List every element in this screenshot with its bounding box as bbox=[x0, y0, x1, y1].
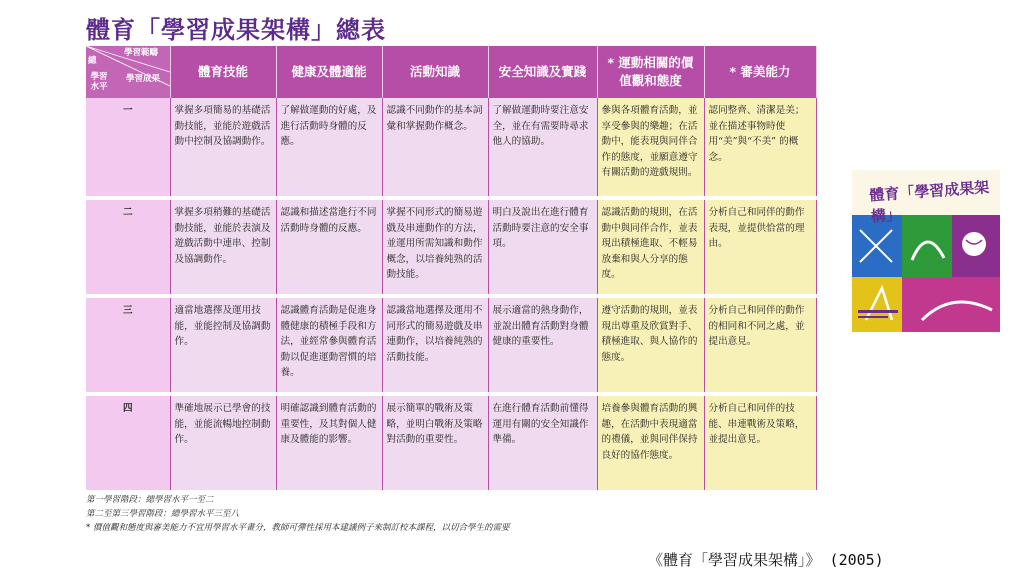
corner-level-label: 學習水平 bbox=[90, 72, 108, 92]
table-cell: 認識當地選擇及運用不同形式的簡易遊戲及串連動作，以培養純熟的活動技能。 bbox=[382, 298, 488, 392]
table-cell: 分析自己和同伴的技能、串連戰術及策略，並提出意見。 bbox=[704, 396, 816, 490]
header-row bbox=[86, 46, 816, 98]
level-cell: 二 bbox=[86, 200, 170, 294]
corner-total-label: 總 bbox=[88, 56, 97, 66]
table-cell: 在進行體育活動前懂得運用有關的安全知識作準備。 bbox=[488, 396, 597, 490]
table-cell: 認識和描述當進行不同活動時身體的反應。 bbox=[276, 200, 382, 294]
table-cell: 準確地展示已學會的技能，並能流暢地控制動作。 bbox=[170, 396, 276, 490]
corner-outcome-label: 學習成果 bbox=[126, 74, 161, 84]
outcome-table bbox=[86, 46, 817, 490]
table-cell: 掌握不同形式的簡易遊戲及串連動作的方法，並運用所需知識和動作概念，以培養純熟的活動技能。 bbox=[382, 200, 488, 294]
table-cell: 分析自己和同伴的動作表現，並提供恰當的理由。 bbox=[704, 200, 816, 294]
table-cell: 認同整齊、清潔是美；並在描述事物時使用“美”與“不美” 的概念。 bbox=[704, 98, 816, 196]
footnote-line: * 價值觀和態度與審美能力不宜用學習水平畫分，教師可彈性採用本建議例子來制訂校本課程，以切合學生的需要 bbox=[86, 523, 510, 533]
table-row bbox=[86, 98, 816, 196]
level-cell: 四 bbox=[86, 396, 170, 490]
table-cell: 掌握多項簡易的基礎活動技能，並能於遊戲活動中控制及協調動作。 bbox=[170, 98, 276, 196]
table-cell: 適當地選擇及運用技能，並能控制及協調動作。 bbox=[170, 298, 276, 392]
table-cell: 認識活動的規則，在活動中與同伴合作，並表現出積極進取、不輕易放棄和與人分享的態度。 bbox=[597, 200, 704, 294]
table-cell: 培養參與體育活動的興趣，在活動中表現適當的禮儀，並與同伴保持良好的協作態度。 bbox=[597, 396, 704, 490]
table-row bbox=[86, 396, 816, 490]
header-values: * 運動相關的價值觀和態度 bbox=[597, 46, 704, 98]
table-cell: 遵守活動的規則，並表現出尊重及欣賞對手、積極進取、與人協作的態度。 bbox=[597, 298, 704, 392]
header-fitness: 健康及體適能 bbox=[276, 46, 382, 98]
table-cell: 明白及說出在進行體育活動時要注意的安全事項。 bbox=[488, 200, 597, 294]
corner-header bbox=[86, 46, 170, 98]
table-cell: 明確認識到體育活動的重要性，及其對個人健康及體能的影響。 bbox=[276, 396, 382, 490]
header-knowledge: 活動知識 bbox=[382, 46, 488, 98]
corner-area-label: 學習範疇 bbox=[124, 48, 159, 58]
table-cell: 參與各項體育活動，並享受參與的樂趣；在活動中，能表現與同伴合作的態度，並願意遵守有關活動的遊戲規則。 bbox=[597, 98, 704, 196]
book-cover-title: 體育「學習成果架構」 bbox=[868, 178, 990, 226]
table-row bbox=[86, 298, 816, 392]
table-cell: 展示簡單的戰術及策略，並明白戰術及策略對活動的重要性。 bbox=[382, 396, 488, 490]
header-skills: 體育技能 bbox=[170, 46, 276, 98]
book-cover-image bbox=[852, 170, 1000, 332]
footnote-line: 第二至第三學習階段：總學習水平三至八 bbox=[86, 509, 240, 519]
header-aesthetics: * 審美能力 bbox=[704, 46, 816, 98]
table-cell: 掌握多項稍難的基礎活動技能，並能於表演及遊戲活動中連串、控制及協調動作。 bbox=[170, 200, 276, 294]
level-cell: 一 bbox=[86, 98, 170, 196]
table-cell: 認識體育活動是促進身體健康的積極手段和方法，並經常參與體育活動以促進運動習慣的培養。 bbox=[276, 298, 382, 392]
footnote-line: 第一學習階段：總學習水平一至二 bbox=[86, 495, 214, 505]
table-cell: 了解做運動時要注意安全，並在有需要時尋求他人的協助。 bbox=[488, 98, 597, 196]
table-cell: 分析自己和同伴的動作的相同和不同之處，並提出意見。 bbox=[704, 298, 816, 392]
table-cell: 了解做運動的好處，及進行活動時身體的反應。 bbox=[276, 98, 382, 196]
level-cell: 三 bbox=[86, 298, 170, 392]
source-caption: 《體育「學習成果架構」》 (2005) bbox=[648, 551, 884, 569]
page-title: 體育「學習成果架構」總表 bbox=[86, 16, 386, 44]
table-cell: 展示適當的熱身動作，並說出體育活動對身體健康的重要性。 bbox=[488, 298, 597, 392]
footnotes bbox=[86, 493, 509, 535]
table-cell: 認識不同動作的基本詞彙和掌握動作概念。 bbox=[382, 98, 488, 196]
table-row bbox=[86, 200, 816, 294]
header-safety: 安全知識及實踐 bbox=[488, 46, 597, 98]
